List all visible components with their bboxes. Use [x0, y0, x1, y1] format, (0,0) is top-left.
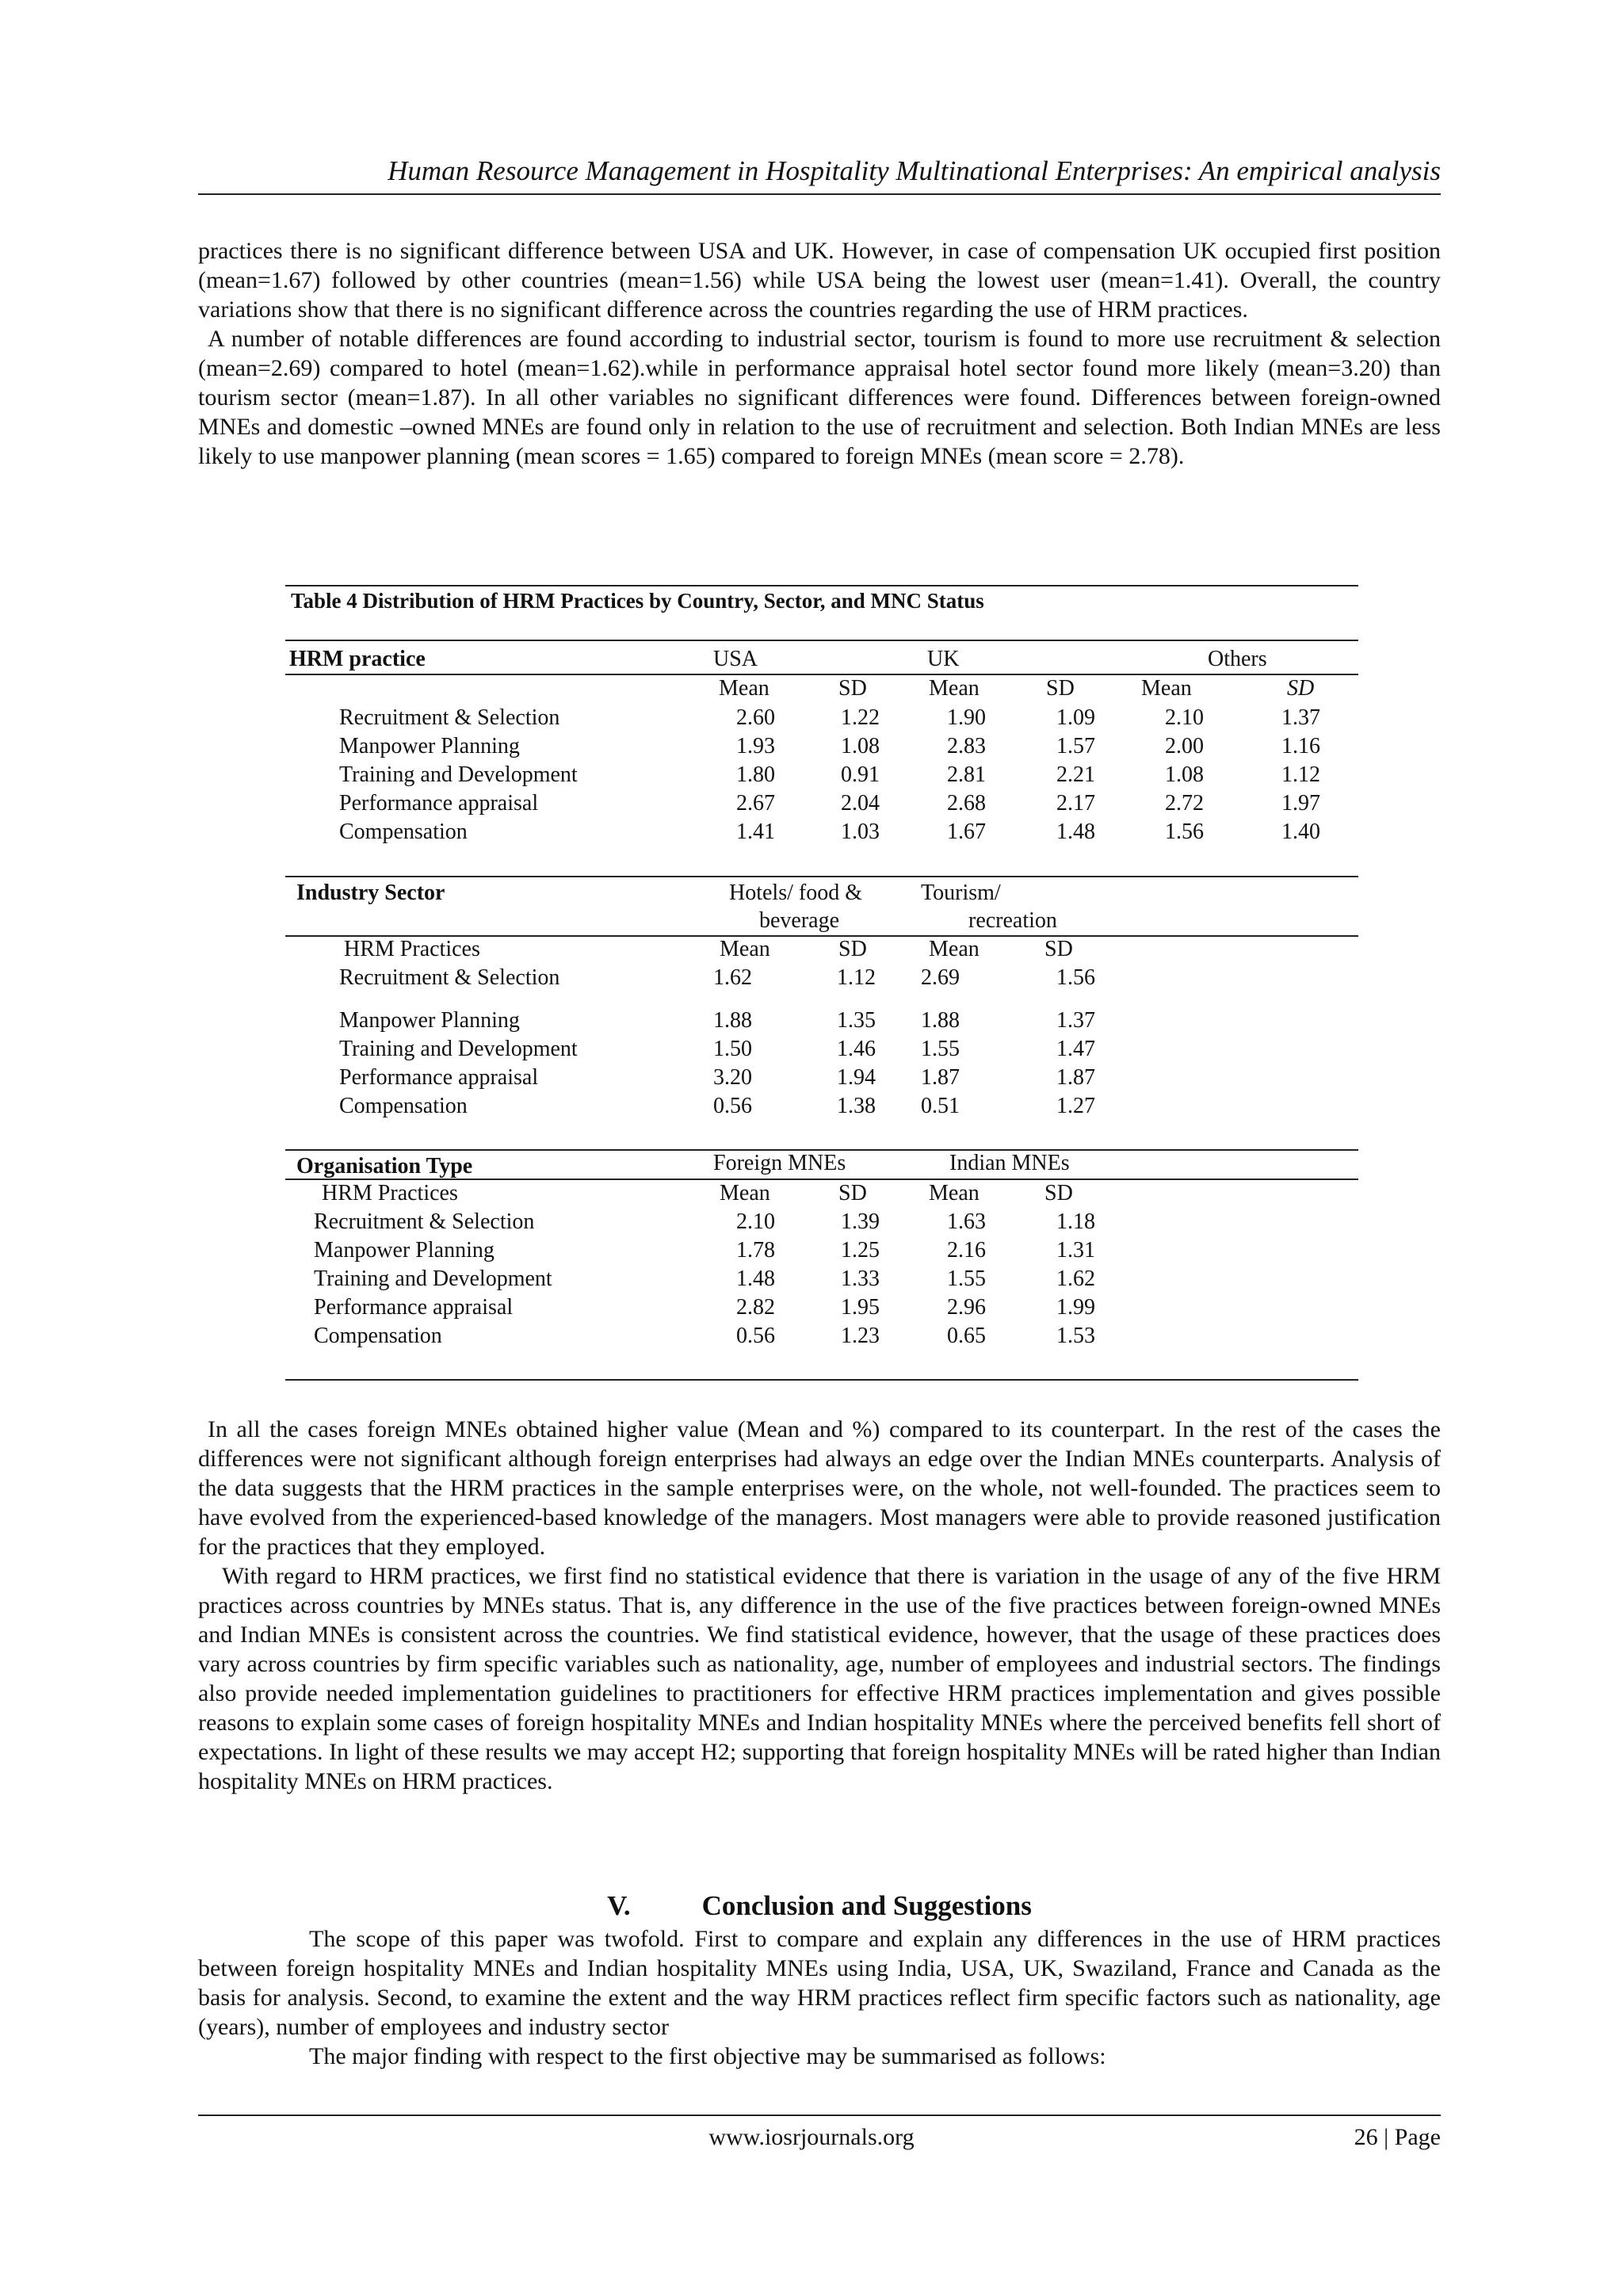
table-cell: 1.35 [837, 1008, 876, 1033]
table-title: Table 4 Distribution of HRM Practices by Country, Sector, and MNC Status [291, 589, 984, 613]
table-subhead: SD [1046, 676, 1075, 701]
table-cell: 1.97 [1281, 791, 1320, 816]
table-cell: 1.16 [1281, 734, 1320, 758]
table-cell: 1.87 [1056, 1065, 1095, 1090]
table-block-label: HRM practice [289, 647, 426, 671]
table-group-header: recreation [968, 908, 1057, 933]
table-row-label: Recruitment & Selection [314, 1209, 535, 1234]
table-cell: 2.69 [921, 965, 960, 990]
table-cell: 1.31 [1056, 1238, 1095, 1263]
paragraph: With regard to HRM practices, we first find no statistical evidence that there is variation in the usage of any of the five HRM practices across countries by MNEs status. That is, any difference in the use of the five practices between foreign-owned MNEs and Indian MNEs is consistent across the countries. We find statistical evidence, however, that the usage of these practices does vary across countries by firm specific variables such as nationality, age, number of employees and industrial sectors. The findings also provide needed implementation guidelines to practitioners for effective HRM practices implementation and gives possible reasons to explain some cases of foreign hospitality MNEs and Indian hospitality MNEs where the perceived benefits fell short of expectations. In light of these results we may accept H2; supporting that foreign hospitality MNEs will be rated higher than Indian hospitality MNEs on HRM practices. [198, 1563, 1441, 1794]
paragraph: The major finding with respect to the first objective may be summarised as follows: [309, 2043, 1106, 2069]
table-cell: 1.80 [736, 762, 775, 787]
table-cell: 1.23 [841, 1324, 880, 1348]
table-cell: 2.60 [736, 705, 775, 730]
table-row-label: Training and Development [339, 762, 578, 787]
table-row-label: Training and Development [339, 1037, 578, 1061]
table-row-label: Compensation [339, 819, 468, 844]
table-group-header: Tourism/ [921, 881, 1001, 905]
body-top [198, 236, 1441, 471]
table-subhead: Mean [929, 937, 980, 961]
table-cell: 0.65 [947, 1324, 986, 1348]
table-subhead: SD [838, 937, 867, 961]
table-cell: 1.08 [1165, 762, 1204, 787]
table-cell: 2.72 [1165, 791, 1204, 816]
table-cell: 1.48 [736, 1266, 775, 1291]
table-cell: 2.82 [736, 1295, 775, 1320]
table-cell: 2.17 [1056, 791, 1095, 816]
table-row-label: Performance appraisal [339, 791, 539, 816]
paragraph: A number of notable differences are found according to industrial sector, tourism is found to more use recruitment & selection (mean=2.69) compared to hotel (mean=1.62).while in performance appraisal hotel sector found more likely (mean=3.20) than tourism sector (mean=1.87). In all other variables no significant differences were found. Differences between foreign-owned MNEs and domestic –owned MNEs are found only in relation to the use of recruitment and selection. Both Indian MNEs are less likely to use manpower planning (mean scores = 1.65) compared to foreign MNEs (mean score = 2.78). [198, 326, 1441, 469]
section-title: Conclusion and Suggestions [701, 1890, 1032, 1921]
table-cell: 1.56 [1056, 965, 1095, 990]
footer-rule [198, 2115, 1441, 2116]
table-cell: 1.40 [1281, 819, 1320, 844]
table-cell: 1.46 [837, 1037, 876, 1061]
table-cell: 1.38 [837, 1094, 876, 1118]
table-cell: 1.99 [1056, 1295, 1095, 1320]
table-cell: 1.39 [841, 1209, 880, 1234]
table-group-header: beverage [759, 908, 840, 933]
table-cell: 0.56 [713, 1094, 752, 1118]
table-subhead: Mean [929, 1181, 980, 1205]
table-cell: 1.22 [841, 705, 880, 730]
paragraph: In all the cases foreign MNEs obtained higher value (Mean and %) compared to its counterpart. In the rest of the cases the differences were not significant although foreign enterprises had always an edge over the Indian MNEs counterparts. Analysis of the data suggests that the HRM practices in the sample enterprises were, on the whole, not well-founded. The practices seem to have evolved from the experienced-based knowledge of the managers. Most managers were able to provide reasoned justification for the practices that they employed. [198, 1416, 1441, 1560]
table-col-label: HRM Practices [344, 937, 480, 961]
table-cell: 1.93 [736, 734, 775, 758]
footer-site: www.iosrjournals.org [708, 2124, 915, 2150]
table-cell: 1.25 [841, 1238, 880, 1263]
footer-page-number: 26 | Page [1354, 2124, 1441, 2150]
table-cell: 0.56 [736, 1324, 775, 1348]
table-cell: 2.68 [947, 791, 986, 816]
table-cell: 1.63 [947, 1209, 986, 1234]
table-cell: 1.09 [1056, 705, 1095, 730]
table-group-header: UK [927, 647, 960, 671]
table-block-label: Industry Sector [296, 881, 445, 905]
table-cell: 3.20 [713, 1065, 752, 1090]
table-cell: 0.51 [921, 1094, 960, 1118]
table-cell: 1.08 [841, 734, 880, 758]
table-rule [285, 640, 1358, 641]
table-cell: 1.27 [1056, 1094, 1095, 1118]
table-row-label: Recruitment & Selection [339, 965, 560, 990]
table-cell: 1.56 [1165, 819, 1204, 844]
table-cell: 2.21 [1056, 762, 1095, 787]
table-subhead: SD [838, 1181, 867, 1205]
table-cell: 1.87 [921, 1065, 960, 1090]
table-cell: 2.83 [947, 734, 986, 758]
table-row-label: Training and Development [314, 1266, 552, 1291]
table-group-header: Hotels/ food & [729, 881, 862, 905]
table-cell: 2.10 [736, 1209, 775, 1234]
table-cell: 2.00 [1165, 734, 1204, 758]
table-subhead: Mean [929, 676, 980, 701]
table-cell: 1.57 [1056, 734, 1095, 758]
table-cell: 1.95 [841, 1295, 880, 1320]
table-row-label: Manpower Planning [314, 1238, 495, 1263]
table-cell: 1.18 [1056, 1209, 1095, 1234]
table-cell: 1.90 [947, 705, 986, 730]
table-row-label: Compensation [314, 1324, 442, 1348]
table-cell: 1.37 [1281, 705, 1320, 730]
body-conclusion [198, 1924, 1441, 2071]
table-cell: 1.62 [1056, 1266, 1095, 1291]
running-header: Human Resource Management in Hospitality Multinational Enterprises: An empirical analysis [388, 155, 1441, 186]
table-row-label: Performance appraisal [339, 1065, 539, 1090]
table-cell: 1.41 [736, 819, 775, 844]
section-number: V. [607, 1890, 631, 1921]
table-block-label: Organisation Type [296, 1154, 473, 1179]
table-rule [285, 876, 1358, 877]
table-cell: 2.16 [947, 1238, 986, 1263]
table-cell: 1.48 [1056, 819, 1095, 844]
table-cell: 1.03 [841, 819, 880, 844]
table-subhead: SD [1287, 676, 1315, 701]
table-cell: 0.91 [841, 762, 880, 787]
table-row-label: Compensation [339, 1094, 468, 1118]
table-row-label: Performance appraisal [314, 1295, 514, 1320]
table-cell: 1.88 [713, 1008, 752, 1033]
table-cell: 2.10 [1165, 705, 1204, 730]
table-cell: 1.47 [1056, 1037, 1095, 1061]
table-row-label: Manpower Planning [339, 734, 520, 758]
table-cell: 2.81 [947, 762, 986, 787]
table-cell: 2.04 [841, 791, 880, 816]
table-subhead: Mean [1141, 676, 1192, 701]
body-mid [198, 1415, 1441, 1796]
table-cell: 1.12 [1281, 762, 1320, 787]
table-subhead: Mean [719, 676, 769, 701]
table-rule [285, 585, 1358, 586]
table-cell: 1.62 [713, 965, 752, 990]
table-cell: 1.50 [713, 1037, 752, 1061]
table-group-header: Foreign MNEs [713, 1151, 846, 1175]
table-rule [285, 674, 1358, 675]
table-cell: 2.96 [947, 1295, 986, 1320]
table-cell: 2.67 [736, 791, 775, 816]
table-col-label: HRM Practices [322, 1181, 458, 1205]
table-row-label: Manpower Planning [339, 1008, 520, 1033]
table-cell: 1.78 [736, 1238, 775, 1263]
table-cell: 1.94 [837, 1065, 876, 1090]
paragraph: practices there is no significant difference between USA and UK. However, in case of compensation UK occupied first position (mean=1.67) followed by other countries (mean=1.56) while USA being the lowest user (mean=1.41). Overall, the country variations show that there is no significant difference across the countries regarding the use of HRM practices. [198, 238, 1441, 323]
table-rule [285, 1379, 1358, 1381]
table-cell: 1.12 [837, 965, 876, 990]
table-group-header: USA [713, 647, 758, 671]
table-cell: 1.88 [921, 1008, 960, 1033]
paragraph: The scope of this paper was twofold. First to compare and explain any differences in the use of HRM practices between foreign hospitality MNEs and Indian hospitality MNEs using India, USA, UK, Swaziland, France and Canada as the basis for analysis. Second, to examine the extent and the way HRM practices reflect firm specific factors such as nationality, age (years), number of employees and industry sector [198, 1926, 1441, 2040]
table-cell: 1.67 [947, 819, 986, 844]
table-subhead: Mean [720, 937, 770, 961]
table-subhead: SD [838, 676, 867, 701]
header-rule [198, 193, 1441, 195]
table-cell: 1.37 [1056, 1008, 1095, 1033]
table-subhead: SD [1044, 937, 1073, 961]
table-group-header: Others [1208, 647, 1267, 671]
table-cell: 1.53 [1056, 1324, 1095, 1348]
table-cell: 1.55 [921, 1037, 960, 1061]
section-heading [198, 1890, 1441, 1922]
table-cell: 1.33 [841, 1266, 880, 1291]
table-cell: 1.55 [947, 1266, 986, 1291]
table-subhead: SD [1044, 1181, 1073, 1205]
table-group-header: Indian MNEs [949, 1151, 1070, 1175]
table-row-label: Recruitment & Selection [339, 705, 560, 730]
table-subhead: Mean [720, 1181, 770, 1205]
